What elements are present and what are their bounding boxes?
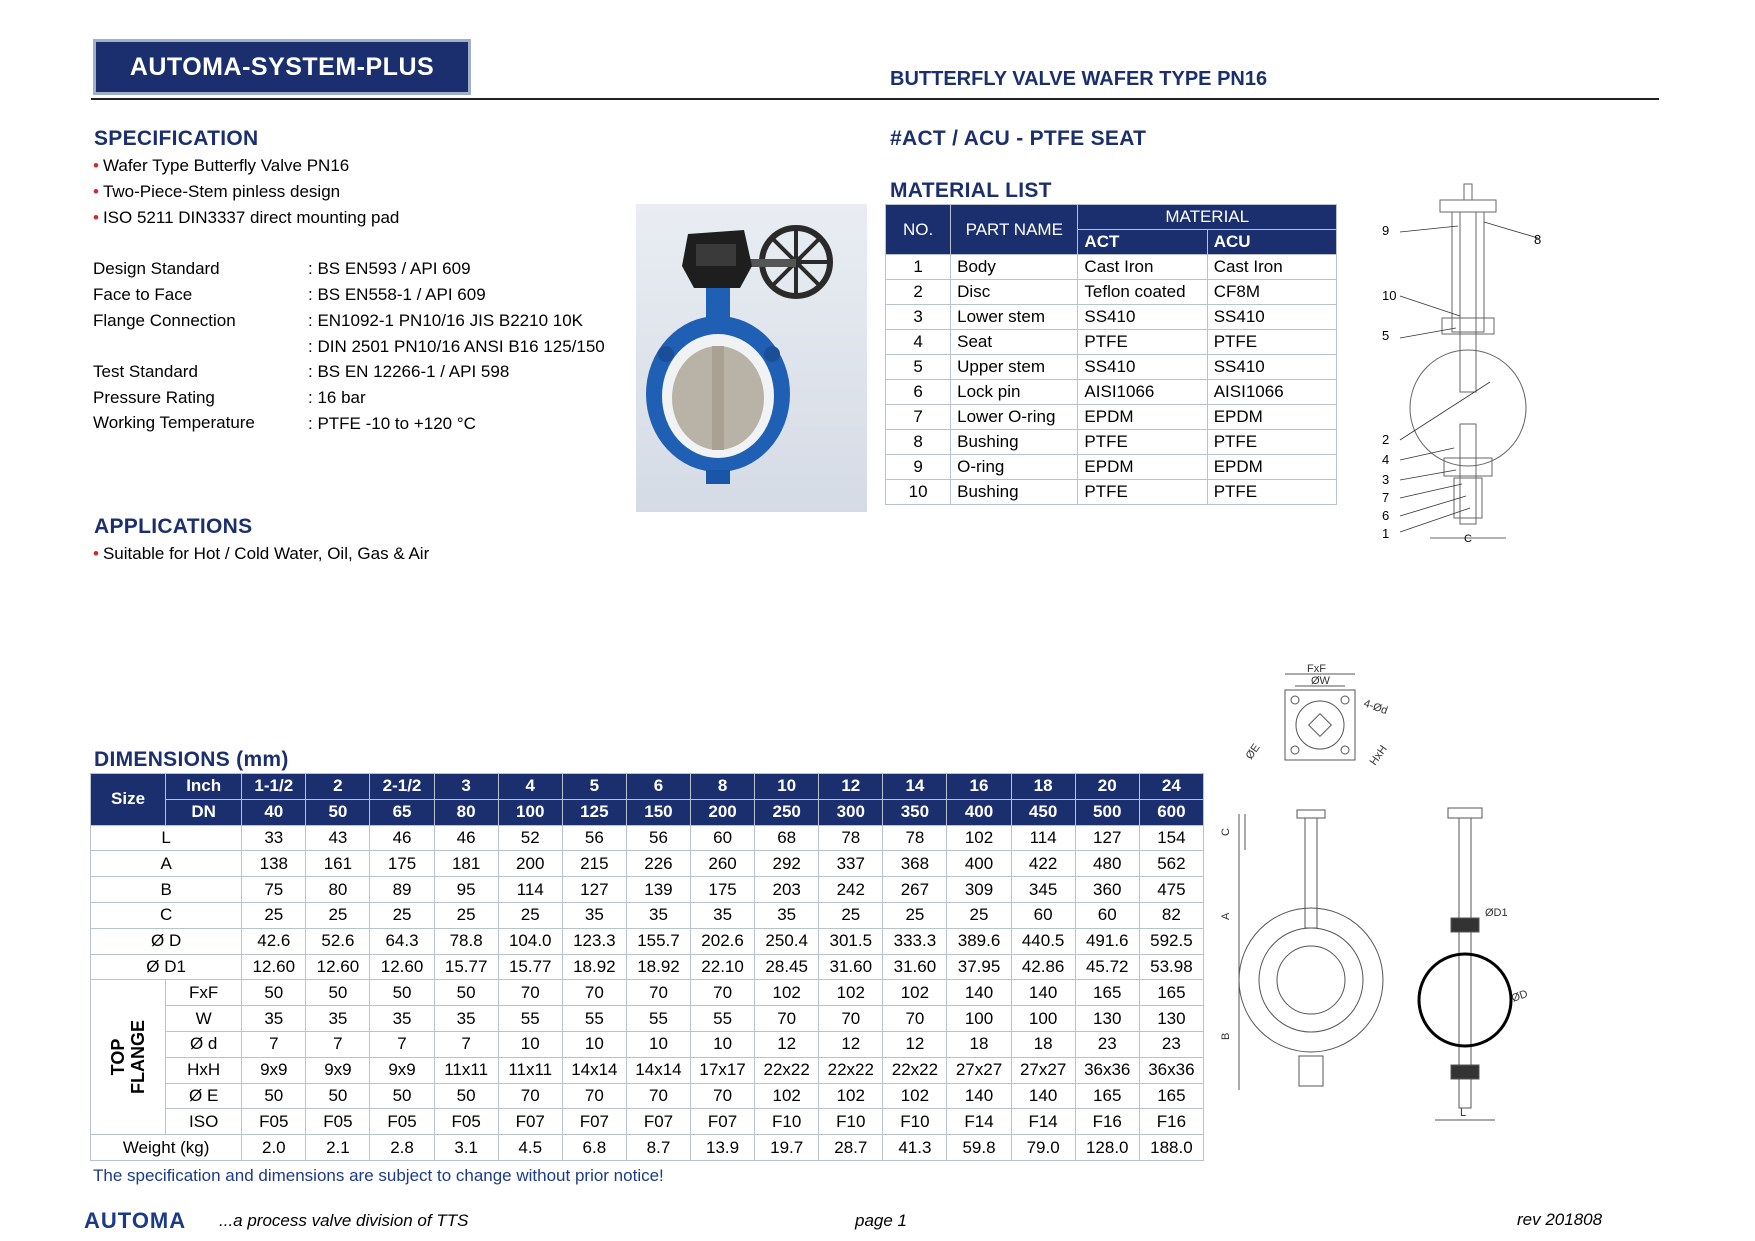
application-bullet: • Suitable for Hot / Cold Water, Oil, Gas & Air: [93, 544, 430, 563]
footer-brand: AUTOMA: [84, 1208, 187, 1233]
dimensions-heading: DIMENSIONS (mm): [94, 748, 289, 771]
spec-value: : BS EN593 / API 609: [308, 259, 471, 278]
inch-row: Size Inch 1-1/2 2 2-1/2 3 4 5 6 8 10 12 14 16 18 20 24: [91, 774, 1204, 800]
material-table: [885, 204, 1337, 505]
drawing-label: C: [1220, 828, 1232, 836]
row-label: Ø D: [91, 928, 242, 954]
spec-value: : EN1092-1 PN10/16 JIS B2210 10K: [308, 311, 584, 330]
spec-value: : BS EN558-1 / API 609: [308, 285, 486, 304]
spec-label: Flange Connection: [93, 311, 236, 330]
drawing-label: 4-Ød: [1361, 697, 1390, 718]
size-header: Size: [91, 774, 166, 826]
spec-value: : 16 bar: [308, 388, 366, 407]
spec-bullet-3: • ISO 5211 DIN3337 direct mounting pad: [93, 208, 400, 227]
row-label: FxF: [166, 980, 242, 1006]
table-row: C 25 25 25 25 25 35 35 35 35 25 25 25 60 60 82: [91, 902, 1204, 928]
model-heading: #ACT / ACU - PTFE SEAT: [890, 127, 1147, 150]
callout-label: 10: [1382, 288, 1397, 303]
spec-value: : BS EN 12266-1 / API 598: [308, 362, 510, 381]
footer-tagline: ...a process valve division of TTS: [219, 1211, 469, 1230]
specification-heading: SPECIFICATION: [94, 127, 259, 150]
row-label: A: [91, 851, 242, 877]
drawing-label: ØE: [1243, 741, 1263, 762]
col-part-header: PART NAME: [951, 205, 1078, 255]
callout-label: C: [1464, 533, 1472, 545]
col-no-header: NO.: [886, 205, 951, 255]
drawing-label: FxF: [1307, 663, 1326, 675]
dn-row: DN 40 50 65 80 100 125 150 200 250 300 350 400 450 500 600: [91, 799, 1204, 825]
table-row: A 138 161 175 181 200 215 226 260 292 337 368 400 422 480 562: [91, 851, 1204, 877]
valve-photo: [636, 204, 867, 512]
table-row: HxH 9x9 9x9 9x9 11x11 11x11 14x14 14x14 17x17 22x22 22x22 22x22 27x27 27x27 36x36 36x36: [91, 1057, 1204, 1083]
page-number: page 1: [855, 1211, 907, 1230]
callout-label: 4: [1382, 452, 1390, 467]
disclaimer-note: The specification and dimensions are subject to change without prior notice!: [93, 1166, 664, 1185]
row-label: W: [166, 1006, 242, 1032]
dimensions-table: [90, 773, 1204, 1161]
spec-bullet-1: • Wafer Type Butterfly Valve PN16: [93, 156, 350, 175]
drawing-label: L: [1460, 1107, 1467, 1119]
drawing-label: A: [1220, 912, 1232, 920]
inch-header: Inch: [166, 774, 242, 800]
row-label: Ø d: [166, 1031, 242, 1057]
table-row: 10 Bushing PTFE PTFE: [886, 480, 1337, 505]
drawing-label: ØD: [1509, 987, 1530, 1005]
sectional-drawing: [1370, 178, 1550, 550]
callout-label: 8: [1534, 232, 1542, 247]
table-row: L 33 43 46 46 52 56 56 60 68 78 78 102 114 127 154: [91, 825, 1204, 851]
table-row: 5 Upper stem SS410 SS410: [886, 355, 1337, 380]
table-row: Ø d 7 7 7 7 10 10 10 10 12 12 12 18 18 23 23: [91, 1031, 1204, 1057]
drawing-label: B: [1220, 1032, 1232, 1040]
document-title: BUTTERFLY VALVE WAFER TYPE PN16: [890, 68, 1268, 90]
applications-heading: APPLICATIONS: [94, 515, 253, 538]
callout-label: 5: [1382, 328, 1390, 343]
row-label: Ø D1: [91, 954, 242, 980]
table-row: 7 Lower O-ring EPDM EPDM: [886, 405, 1337, 430]
table-row: 1 Body Cast Iron Cast Iron: [886, 255, 1337, 280]
spec-label: Face to Face: [93, 285, 193, 304]
dn-header: DN: [166, 799, 242, 825]
drawing-label: HxH: [1367, 743, 1390, 768]
row-label: HxH: [166, 1057, 242, 1083]
table-row: ISO F05 F05 F05 F05 F07 F07 F07 F07 F10 F10 F10 F14 F14 F16 F16: [91, 1109, 1204, 1135]
table-row: 8 Bushing PTFE PTFE: [886, 430, 1337, 455]
company-logo: [93, 39, 471, 95]
table-row: Ø D1 12.60 12.60 12.60 15.77 15.77 18.92 18.92 22.10 28.45 31.60 31.60 37.95 42.86 45.72 53.98: [91, 954, 1204, 980]
row-label: Weight (kg): [91, 1135, 242, 1161]
callout-label: 2: [1382, 432, 1390, 447]
row-label: C: [91, 902, 242, 928]
spec-bullet-2: • Two-Piece-Stem pinless design: [93, 182, 341, 201]
col-material-header: MATERIAL: [1078, 205, 1337, 230]
weight-row: Weight (kg) 2.0 2.1 2.8 3.1 4.5 6.8 8.7 13.9 19.7 28.7 41.3 59.8 79.0 128.0 188.0: [91, 1135, 1204, 1161]
callout-label: 7: [1382, 490, 1390, 505]
spec-label: Pressure Rating: [93, 388, 215, 407]
spec-value: : PTFE -10 to +120 °C: [308, 414, 476, 433]
drawing-label: ØW: [1311, 675, 1330, 687]
table-row: TOP FLANGE FxF 50 50 50 50 70 70 70 70 102 102 102 140 140 165 165: [91, 980, 1204, 1006]
callout-label: 3: [1382, 472, 1390, 487]
row-label: Ø E: [166, 1083, 242, 1109]
col-acu-header: ACU: [1207, 230, 1336, 255]
table-row: 3 Lower stem SS410 SS410: [886, 305, 1337, 330]
table-row: 2 Disc Teflon coated CF8M: [886, 280, 1337, 305]
drawing-label: ØD1: [1485, 907, 1508, 919]
revision: rev 201808: [1517, 1210, 1603, 1229]
row-label: L: [91, 825, 242, 851]
header-divider: [91, 98, 1659, 100]
dimension-drawing: [1215, 660, 1535, 1130]
row-label: ISO: [166, 1109, 242, 1135]
callout-label: 9: [1382, 223, 1390, 238]
table-row: 9 O-ring EPDM EPDM: [886, 455, 1337, 480]
table-row: B 75 80 89 95 114 127 139 175 203 242 267 309 345 360 475: [91, 877, 1204, 903]
row-label: B: [91, 877, 242, 903]
col-act-header: ACT: [1078, 230, 1207, 255]
spec-label: Design Standard: [93, 259, 220, 278]
spec-value: : DIN 2501 PN10/16 ANSI B16 125/150: [308, 337, 605, 356]
spec-label: Working Temperature: [93, 413, 255, 432]
table-row: Ø E 50 50 50 50 70 70 70 70 102 102 102 140 140 165 165: [91, 1083, 1204, 1109]
spec-label: Test Standard: [93, 362, 198, 381]
table-row: W 35 35 35 35 55 55 55 55 70 70 70 100 100 130 130: [91, 1006, 1204, 1032]
callout-label: 6: [1382, 508, 1390, 523]
table-row: 4 Seat PTFE PTFE: [886, 330, 1337, 355]
logo-text: AUTOMA-SYSTEM-PLUS: [129, 52, 435, 81]
table-row: Ø D 42.6 52.6 64.3 78.8 104.0 123.3 155.7 202.6 250.4 301.5 333.3 389.6 440.5 491.6 592.5: [91, 928, 1204, 954]
material-list-heading: MATERIAL LIST: [890, 179, 1052, 202]
table-row: 6 Lock pin AISI1066 AISI1066: [886, 380, 1337, 405]
callout-label: 1: [1382, 526, 1390, 541]
top-flange-group-label: TOP FLANGE: [91, 980, 166, 1135]
